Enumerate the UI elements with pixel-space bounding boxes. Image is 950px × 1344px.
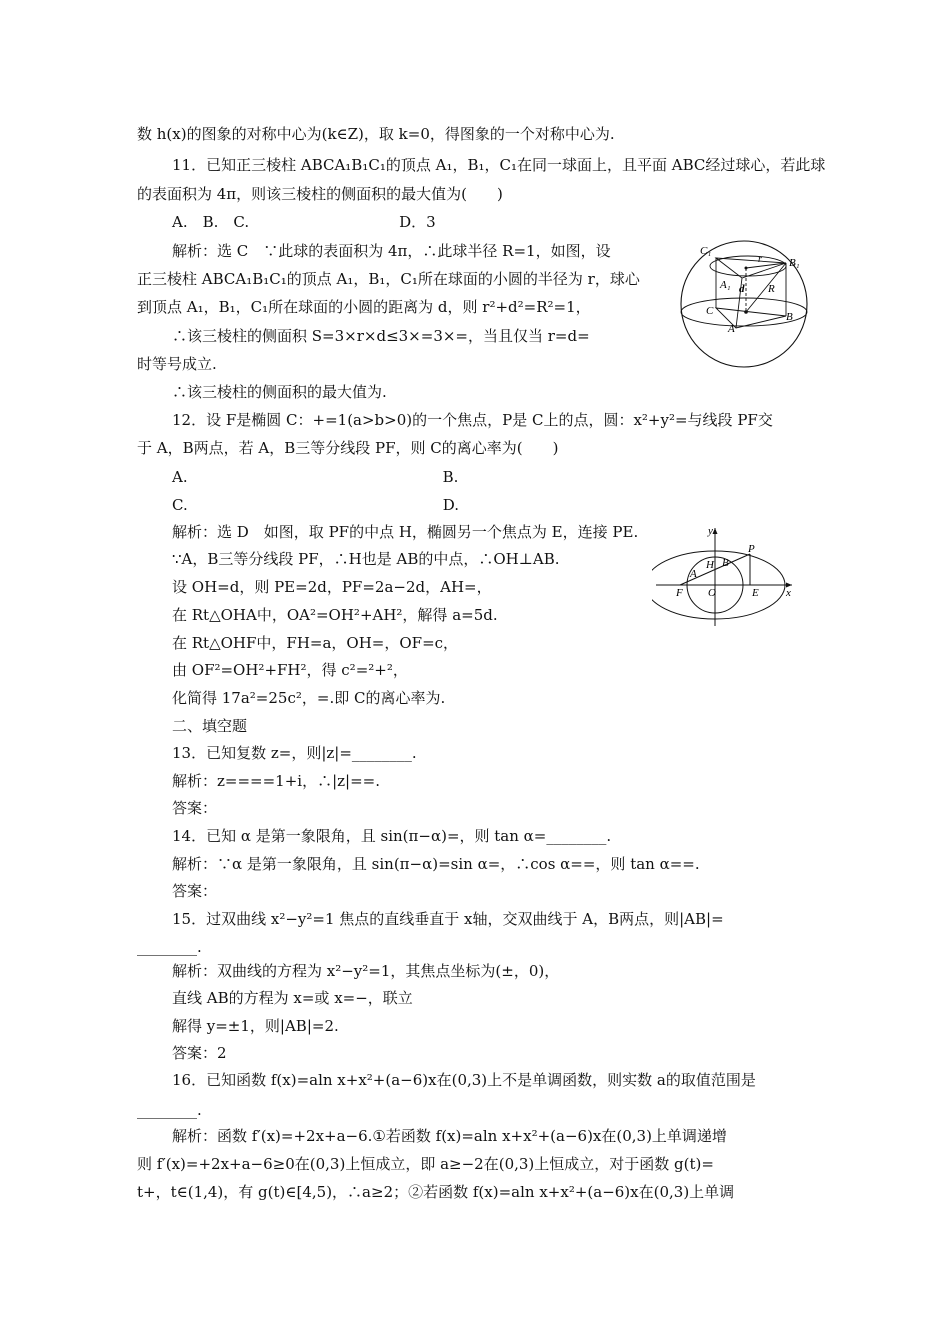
label-r-small: r (758, 254, 762, 265)
text-line: 13．已知复数 z=，则|z|=________. (172, 744, 417, 762)
label-f: F (676, 587, 683, 599)
text-line: 15．过双曲线 x²−y²=1 焦点的直线垂直于 x轴，交双曲线于 A，B两点，则|AB|= (172, 910, 724, 928)
text-line: 解析：z====1+i，∴|z|==. (172, 772, 381, 790)
text-line: ________. (137, 938, 202, 956)
label-x-axis: x (786, 587, 791, 599)
text-line: 答案： (172, 882, 218, 900)
text-line: 16．已知函数 f(x)=aln x+x²+(a−6)x在(0,3)上不是单调函数，则实数 a的取值范围是 (172, 1071, 756, 1089)
text-line: 正三棱柱 ABCA₁B₁C₁的顶点 A₁，B₁，C₁所在球面的小圆的半径为 r，球心 (137, 270, 640, 288)
text-line: 答案： (172, 799, 218, 817)
text-line: 解析：选 D 如图，取 PF的中点 H，椭圆另一个焦点为 E，连接 PE. (172, 523, 639, 541)
text-line: ∵A，B三等分线段 PF，∴H也是 AB的中点，∴OH⊥AB. (172, 550, 560, 568)
text-line: A. B. (172, 468, 459, 486)
label-c: C (706, 305, 714, 317)
sphere-prism-figure (676, 236, 812, 372)
text-line: 解析：选 C ∵此球的表面积为 4π，∴此球半径 R=1，如图，设 (172, 242, 611, 260)
text-line: 直线 AB的方程为 x=或 x=−，联立 (172, 989, 413, 1007)
label-c1: C₁ (700, 245, 712, 257)
text-line: 于 A，B两点，若 A，B三等分线段 PF，则 C的离心率为( ) (137, 439, 559, 457)
text-line: 数 h(x)的图象的对称中心为(k∈Z)，取 k=0，得图象的一个对称中心为. (137, 125, 615, 143)
label-h: H (706, 559, 714, 571)
text-line: t+，t∈(1,4)，有 g(t)∈[4,5)，∴a≥2；②若函数 f(x)=aln x+x²+(a−6)x在(0,3)上单调 (137, 1183, 735, 1201)
text-line: 到顶点 A₁，B₁，C₁所在球面的小圆的距离为 d，则 r²+d²=R²=1， (137, 298, 591, 316)
label-b: B (722, 557, 729, 569)
label-y-axis: y (708, 525, 713, 537)
text-line: 设 OH=d，则 PE=2d，PF=2a−2d，AH=， (172, 578, 492, 596)
text-line: 二、填空题 (172, 717, 248, 735)
text-line: ∴该三棱柱的侧面积 S=3×r×d≤3×=3×=，当且仅当 r=d= (172, 327, 590, 345)
label-b: B (786, 311, 793, 323)
text-line: 答案：2 (172, 1044, 227, 1062)
ellipse-figure (652, 522, 797, 630)
text-line: ∴该三棱柱的侧面积的最大值为. (172, 383, 387, 401)
text-line: 14．已知 α 是第一象限角，且 sin(π−α)=，则 tan α=________. (172, 827, 612, 845)
text-line: 在 Rt△OHA中，OA²=OH²+AH²，解得 a=5d. (172, 606, 498, 624)
text-line: 11．已知正三棱柱 ABCA₁B₁C₁的顶点 A₁，B₁，C₁在同一球面上，且平面 ABC经过球心，若此球 (172, 156, 826, 174)
text-line: 化简得 17a²=25c²，=.即 C的离心率为. (172, 689, 446, 707)
label-o: O (708, 587, 716, 599)
text-line: 由 OF²=OH²+FH²，得 c²=²+²， (172, 661, 408, 679)
text-line: 则 f′(x)=+2x+a−6≥0在(0,3)上恒成立，即 a≥−2在(0,3)上恒成立，对于函数 g(t)= (137, 1155, 714, 1173)
text-line: A. B. C. D．3 (172, 213, 436, 231)
text-line: 时等号成立. (137, 355, 217, 373)
text-line: 解析：函数 f′(x)=+2x+a−6.①若函数 f(x)=aln x+x²+(a−6)x在(0,3)上单调递增 (172, 1127, 727, 1145)
label-r-big: R (768, 283, 775, 295)
label-b1: B₁ (789, 257, 800, 269)
text-line: 解得 y=±1，则|AB|=2. (172, 1017, 339, 1035)
label-p: P (748, 543, 755, 555)
label-d: d (739, 283, 745, 295)
label-a: A (690, 568, 697, 580)
text-line: 解析：双曲线的方程为 x²−y²=1，其焦点坐标为(±，0)， (172, 962, 560, 980)
label-e: E (752, 587, 759, 599)
text-line: 12．设 F是椭圆 C：+=1(a>b>0)的一个焦点，P是 C上的点，圆：x²+y²=与线段 PF交 (172, 411, 773, 429)
label-a1: A₁ (720, 279, 731, 291)
text-line: 解析：∵α 是第一象限角，且 sin(π−α)=sin α=，∴cos α==，则 tan α==. (172, 855, 700, 873)
text-line: C. D. (172, 496, 459, 514)
label-a: A (728, 323, 735, 335)
text-line: 在 Rt△OHF中，FH=a，OH=，OF=c， (172, 634, 459, 652)
text-line: 的表面积为 4π，则该三棱柱的侧面积的最大值为( ) (137, 185, 503, 203)
text-line: ________. (137, 1101, 202, 1119)
